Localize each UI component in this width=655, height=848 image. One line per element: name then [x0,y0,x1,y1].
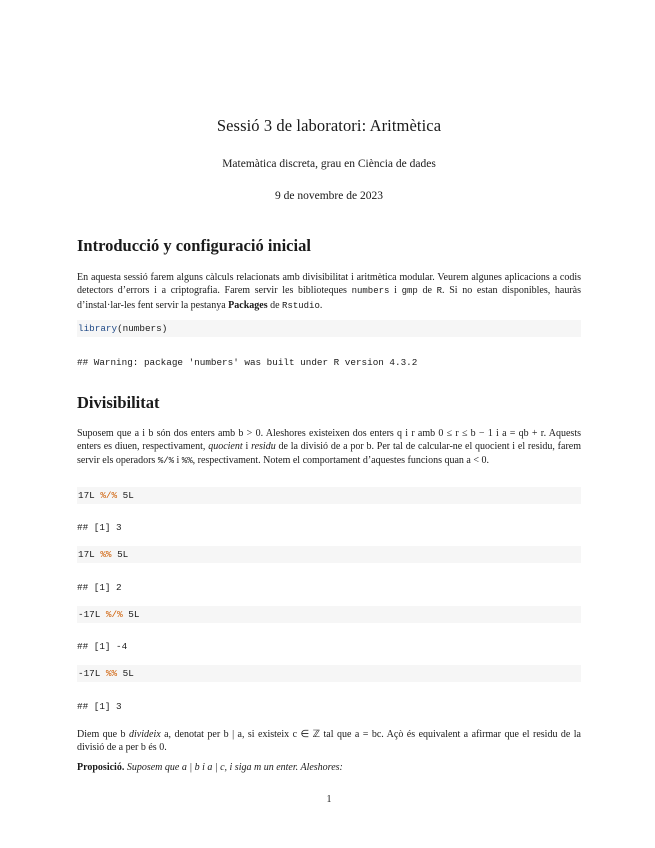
warning-output: ## Warning: package 'numbers' was built under R version 4.3.2 [77,357,418,368]
code-output-4: ## [1] 3 [77,701,122,712]
proposition-label: Proposició. [77,762,125,773]
section-heading-divisibility: Divisibilitat [77,393,160,412]
proposition-text: Suposem que a | b i a | c, i siga m un enter. Aleshores: [124,762,343,773]
code-output-2: ## [1] 2 [77,582,122,593]
intro-text-f: . [319,299,323,311]
code-operator: %% [100,549,112,560]
package-name-gmp: gmp [401,286,418,297]
div-text-b: de la divisió de a por b. Per tal de calcular-ne el quocient i el residu, farem servir els operadors [77,441,581,466]
code-left: 17L [78,490,101,501]
page-number: 1 [326,794,332,805]
div-text-mid: i [242,441,252,453]
div-text-c: i [174,454,182,466]
code-function: library [78,323,118,334]
code-right: 5L [117,490,134,501]
language-name: R [436,286,443,297]
code-operator: %% [105,668,118,679]
document-subtitle: Matemàtica discreta, grau en Ciència de dades [222,158,436,170]
div-text-d: , respectivament. Notem el comportament d’aquestes funcions quan a < 0. [192,454,489,466]
code-output-3: ## [1] -4 [77,641,128,652]
divides-text-a: Diem que b [77,729,130,740]
document-title: Sessió 3 de laboratori: Aritmètica [216,116,442,135]
code-left: -17L [78,609,106,620]
section-heading-intro: Introducció y configuració inicial [77,236,311,255]
divides-text-b: a, denotat per b | a, si existeix c ∈ ℤ tal que a = bc. Açò és equivalent a afirmar que el residu de la divisió de a per b és 0. [77,729,581,754]
code-operator: %/% [100,490,118,501]
div-text-a: Suposem que a i b són dos enters amb b > 0. Aleshores existeixen dos enters q i r amb 0 ≤ r ≤ b − 1 i a = qb + r. Aquests enters es diuen, respectivament, [77,428,581,453]
code-block-library [77,320,581,337]
operator-mod: %% [181,455,193,466]
code-block-1 [77,487,581,504]
ide-name: Rstudio [282,300,320,311]
code-block-4 [77,665,581,682]
intro-text-a: En aquesta sessió farem alguns càlculs relacionats amb divisibilitat i aritmètica modular. Veurem algunes aplicacions a codis detectors d’errors i a criptografia. Farem servir les biblioteques [77,272,581,297]
operator-intdiv: %/% [157,455,175,466]
term-quocient: quocient [208,441,243,453]
code-block-2 [77,546,581,563]
code-right: 5L [122,609,140,620]
code-left: -17L [78,668,106,679]
intro-text-e: de [267,299,283,311]
document-date: 9 de novembre de 2023 [275,190,383,202]
intro-paragraph [77,271,581,313]
packages-tab-name: Packages [228,299,268,311]
divides-paragraph [77,728,581,755]
term-divideix: divideix [129,729,161,740]
code-operator: %/% [105,609,123,620]
intro-text-c: de [417,285,437,297]
code-output-1: ## [1] 3 [77,522,122,533]
code-left: 17L [78,549,101,560]
proposition [77,761,581,774]
intro-text-b: i [389,285,402,297]
code-right: 5L [117,668,134,679]
divisibility-paragraph [77,427,581,468]
code-block-3 [77,606,581,623]
package-name-numbers: numbers [351,286,390,297]
code-right: 5L [111,549,129,560]
term-residu: residu [251,441,276,453]
code-argument: (numbers) [117,323,168,334]
intro-text-d: . Si no estan disponibles, hauràs d’instal·lar-les fent servir la pestanya [77,285,581,311]
